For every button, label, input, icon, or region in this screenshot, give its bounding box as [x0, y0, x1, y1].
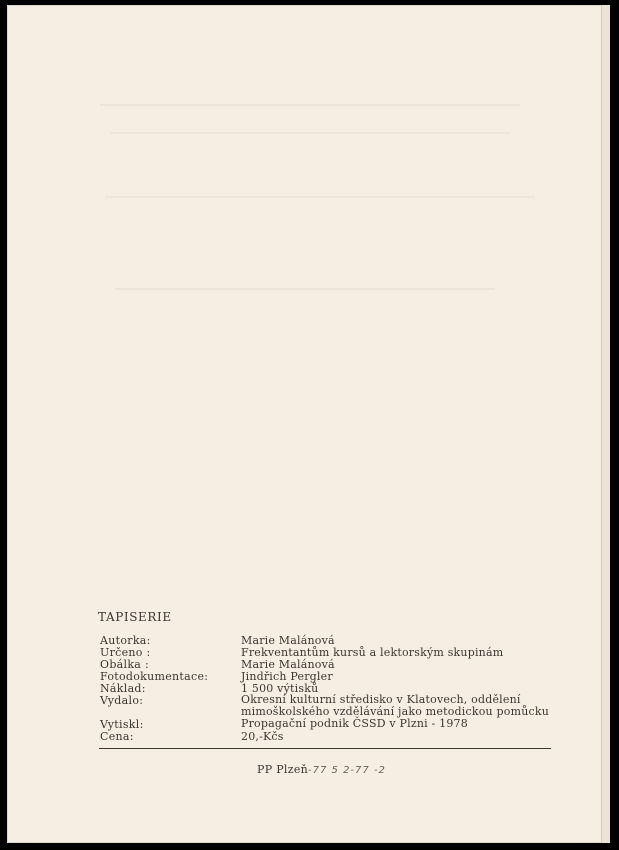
row-label: Autorka: [100, 634, 151, 647]
row-label: Fotodokumentace: [100, 670, 209, 683]
row-value: Frekventantům kursů a lektorským skupinám [241, 646, 504, 659]
row-value: Marie Malánová [241, 634, 335, 647]
publisher-line-1: Okresní kulturní středisko v Klatovech, oddělení [241, 693, 521, 706]
publisher-line-2: mimoškolského vzdělávání jako metodickou pomůcku [241, 705, 550, 718]
row-label: Obálka : [100, 658, 149, 671]
row-value: 1 500 výtisků [241, 682, 319, 695]
divider-rule [99, 748, 551, 749]
row-label: Určeno : [100, 646, 151, 659]
row-value: 20,-Kčs [241, 730, 284, 743]
row-label: Vytiskl: [100, 718, 144, 731]
row-label: Vydalo: [100, 694, 144, 707]
printer-mark: PP Plzeň [257, 763, 309, 776]
row-label: Náklad: [100, 682, 146, 695]
row-value: Marie Malánová [241, 658, 335, 671]
row-label: Cena: [100, 730, 134, 743]
printer-imprint [257, 763, 386, 776]
book-title: TAPISERIE [98, 610, 172, 624]
handwritten-code: -77 5 2-77 -2 [308, 765, 386, 776]
row-value: Jindřich Pergler [241, 670, 333, 683]
publisher-line-3: Propagační podnik ČSSD v Plzni - 1978 [241, 717, 468, 730]
